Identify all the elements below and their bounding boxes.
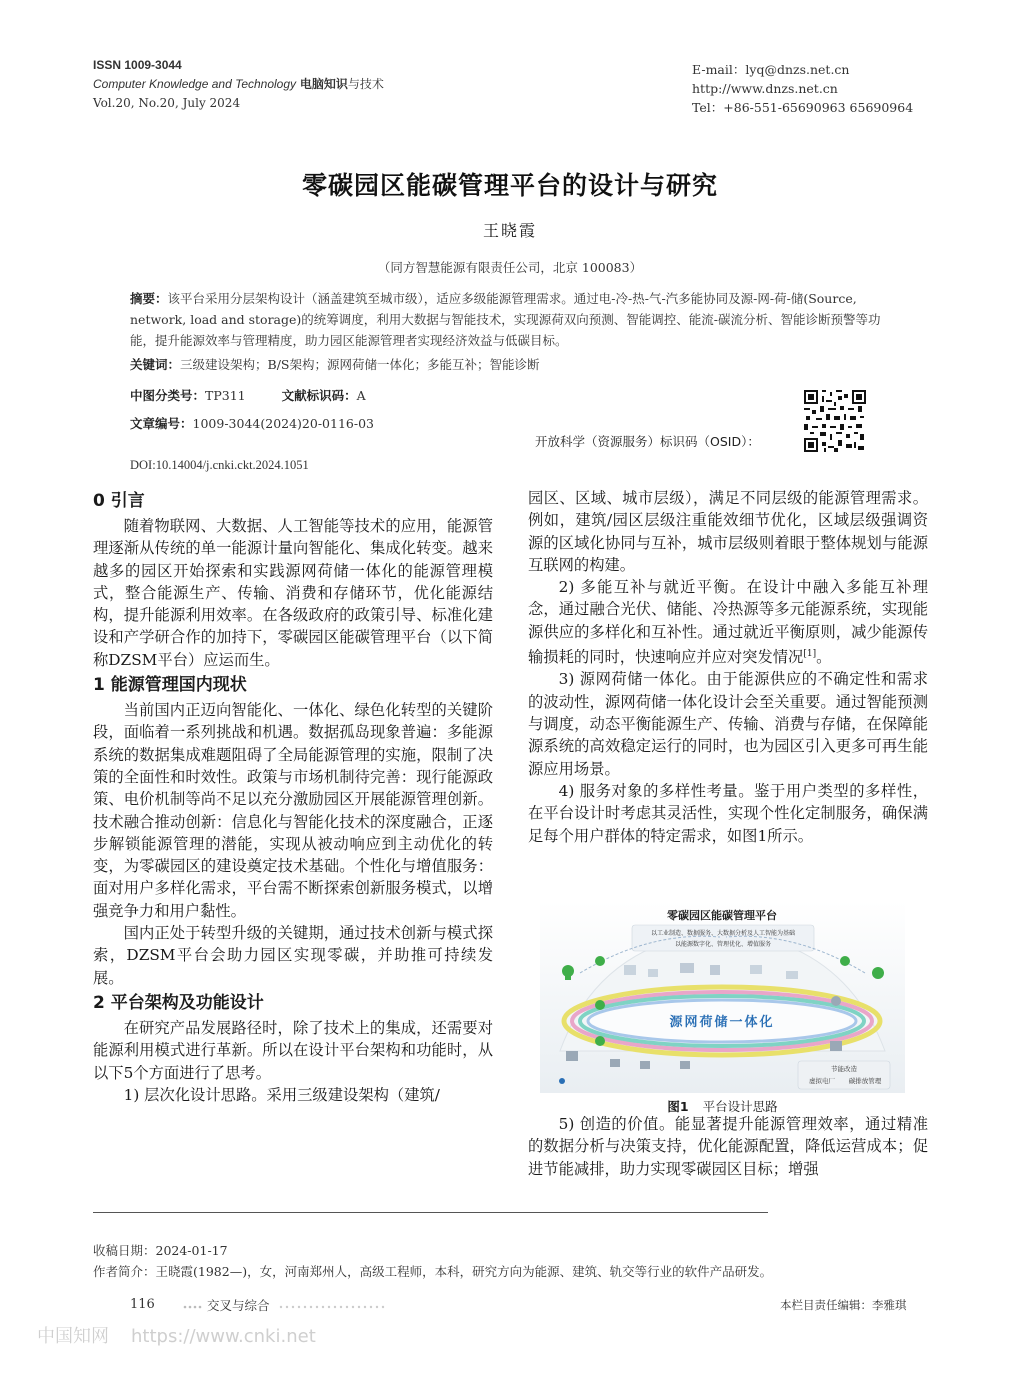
section-dots-trail-icon [278, 1304, 388, 1310]
section-2-paragraph-1: 在研究产品发展路径时，除了技术上的集成，还需要对能源利用模式进行革新。所以在设计平台架构和功能时，从以下5个方面进行了思考。 [93, 1018, 493, 1082]
keywords-text: 三级建设架构；B/S架构；源网荷储一体化；多能互补；智能诊断 [180, 357, 540, 372]
section-editor: 本栏目责任编辑：李雅琪 [780, 1298, 907, 1312]
contact-email[interactable]: E-mail：lyq@dnzs.net.cn [692, 62, 850, 77]
design-point-2-text: 2) 多能互补与就近平衡。在设计中融入多能互补理念，通过融合光伏、储能、冷热源等多元能源系统，实现能源供应的多样化和互补性。通过就近平衡原则，减少能源传输损耗的同时，快速响应并应对突发情况 [528, 578, 928, 667]
figure-label-a: 节能改造 [831, 1065, 857, 1073]
watermark-brand: 中国知网 [37, 1326, 109, 1347]
figure-banner-line-2: 以能源数字化、管理优化、增值服务 [674, 941, 772, 948]
section-name: 交叉与综合 [207, 1298, 270, 1313]
figure-caption-number: 图1 [667, 1099, 689, 1114]
journal-header [93, 56, 384, 113]
abstract-text: 该平台采用分层架构设计（涵盖建筑至城市级），适应多级能源管理需求。通过电-冷-热-气-汽多能协同及源-网-荷-储(Source, network, load and storage)的统筹调度，利用大数据与智能技术，实现源荷双向预测、智能调控、能流-碳流分析、智能诊断预警等功能，提升能源效率与管理精度，助力园区能源管理者实现经济效益与低碳目标。 [130, 291, 881, 348]
abstract [130, 288, 892, 351]
doc-code-label: 文献标识码： [281, 388, 357, 403]
watermark-url[interactable]: https://www.cnki.net [131, 1326, 316, 1347]
figure-caption-text: 平台设计思路 [702, 1099, 778, 1114]
article-author: 王晓霞 [482, 221, 537, 240]
right-column-upper [528, 487, 928, 847]
doi[interactable]: DOI:10.14004/j.cnki.ckt.2024.1051 [130, 458, 309, 472]
footnote-divider [93, 1212, 768, 1213]
section-0-paragraph: 随着物联网、大数据、人工智能等技术的应用，能源管理逐渐从传统的单一能源计量向智能化、集成化转变。越来越多的园区开始探索和实践源网荷储一体化的能源管理模式，整合能源生产、传输、消费和存储环节，优化能源结构，提升能源利用效率。在各级政府的政策引导、标准化建设和产学研合作的加持下，零碳园区能碳管理平台（以下简称DZSM平台）应运而生。 [93, 517, 493, 669]
design-point-4: 4) 服务对象的多样性考量。鉴于用户类型的多样性，在平台设计时考虑其灵活性，实现个性化定制服务，确保满足每个用户群体的特定需求，如图1所示。 [528, 781, 928, 845]
page-number: 116 [130, 1297, 155, 1312]
article-number [130, 414, 374, 432]
section-dots-icon [183, 1304, 203, 1310]
volume-info: Vol.20, No.20, July 2024 [93, 96, 241, 110]
section-1-paragraph-2: 国内正处于转型升级的关键期，通过技术创新与模式探索，DZSM平台会助力园区实现零碳，并助推可持续发展。 [93, 924, 493, 987]
right-column-lower [528, 1113, 928, 1180]
journal-contact [692, 60, 913, 117]
article-title: 零碳园区能碳管理平台的设计与研究 [301, 171, 718, 200]
citation-ref[interactable]: [1] [803, 649, 817, 660]
section-2-paragraph-2: 1) 层次化设计思路。采用三级建设架构（建筑/ [123, 1085, 440, 1104]
figure-label-b: 虚拟电厂 [809, 1077, 835, 1085]
design-point-2-end: 。 [816, 648, 832, 667]
journal-name-en: Computer Knowledge and Technology [93, 77, 297, 91]
section-2-heading: 2 平台架构及功能设计 [93, 992, 264, 1013]
figure-1-diagram [540, 901, 905, 1093]
design-point-3: 3) 源网荷储一体化。由于能源供应的不确定性和需求的波动性，源网荷储一体化设计会至关重要。通过智能预测与调度，动态平衡能源生产、传输、消费与存储，在保障能源系统的高效稳定运行的同时，也为园区引入更多可再生能源应用场景。 [528, 670, 928, 778]
qr-code-icon[interactable] [804, 390, 866, 452]
osid-label: 开放科学（资源服务）标识码（OSID）： [535, 434, 760, 449]
author-bio: 作者简介：王晓霞(1982—)，女，河南郑州人，高级工程师，本科，研究方向为能源、建筑、轨交等行业的软件产品研发。 [93, 1264, 773, 1279]
keywords [130, 355, 892, 373]
clc-label: 中图分类号： [130, 388, 206, 403]
classification [130, 386, 366, 404]
article-no-value: 1009-3044(2024)20-0116-03 [192, 416, 374, 431]
footnotes [93, 1240, 772, 1282]
clc-value: TP311 [205, 388, 246, 403]
contact-tel: Tel：+86-551-65690963 65690964 [692, 100, 914, 115]
author-affiliation: （同方智慧能源有限责任公司，北京 100083） [377, 260, 643, 275]
left-column [93, 487, 493, 1106]
issn: ISSN 1009-3044 [93, 58, 182, 72]
contact-url[interactable]: http://www.dnzs.net.cn [692, 81, 838, 96]
design-point-2 [528, 576, 928, 668]
cnki-watermark [37, 1322, 316, 1348]
abstract-label: 摘要： [130, 291, 168, 306]
section-0-heading: 0 引言 [93, 491, 145, 511]
figure-label-c: 碳排放管理 [848, 1077, 882, 1085]
keywords-label: 关键词： [130, 357, 181, 372]
doc-code-value: A [356, 388, 366, 403]
received-date: 收稿日期：2024-01-17 [93, 1243, 228, 1258]
section-1-paragraph-1: 当前国内正迈向智能化、一体化、绿色化转型的关键阶段，面临着一系列挑战和机遇。数据孤岛现象普遍：多能源系统的数据集成难题阻碍了全局能源管理的实施，限制了决策的全面性和时效性。政策与市场机制待完善：现行能源政策、电价机制等尚不足以充分激励园区开展能源管理创新。技术融合推动创新：信息化与智能化技术的深度融合，正逐步解锁能源管理的潜能，实现从被动响应到主动优化的转变，为零碳园区的建设奠定技术基础。个性化与增值服务：面对用户多样化需求，平台需不断探索创新服务模式，以增强竞争力和用户黏性。 [93, 701, 493, 920]
figure-center-label: 源网荷储一体化 [669, 1015, 775, 1030]
journal-name-cn: 电脑知识 [299, 77, 348, 91]
journal-name-cn-suffix: 与技术 [347, 77, 384, 91]
figure-banner-line-1: 以工业制造、数据服务、大数据分析及人工智能为基础 [650, 930, 796, 937]
design-point-5: 5) 创造的价值。能显著提升能源管理效率，通过精准的数据分析与决策支持，优化能源配置，降低运营成本；促进节能减排，助力实现零碳园区目标；增强 [528, 1115, 928, 1178]
continued-paragraph: 园区、区域、城市层级），满足不同层级的能源管理需求。例如，建筑/园区层级注重能效细节优化，区域层级强调资源的区域化协同与互补，城市层级则着眼于整体规划与能源互联网的构建。 [528, 489, 928, 574]
article-no-label: 文章编号： [130, 416, 193, 431]
section-1-heading: 1 能源管理国内现状 [93, 675, 247, 696]
figure-title: 零碳园区能碳管理平台 [667, 909, 777, 922]
